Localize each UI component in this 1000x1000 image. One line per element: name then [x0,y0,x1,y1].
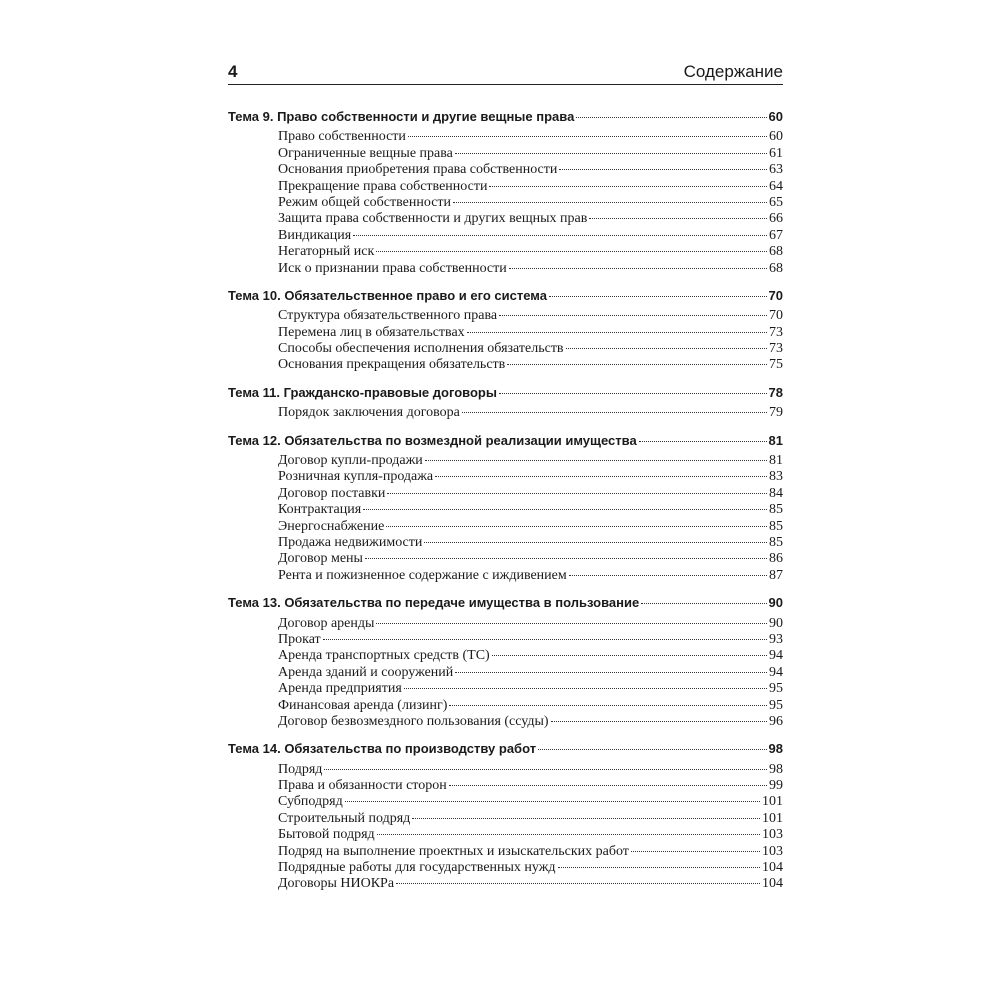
toc-entry [228,244,783,260]
toc-heading-label: Тема 13. Обязательства по передаче имущества в пользование [228,595,640,611]
toc-entry-page: 99 [769,778,783,794]
toc-entry [228,632,783,648]
toc-entry [228,876,783,892]
dot-leader [551,721,767,722]
toc-entry-label: Ограниченные вещные права [278,145,453,161]
toc-entry-page: 98 [769,761,783,777]
toc-entry-page: 90 [769,615,783,631]
toc-entry [228,162,783,178]
toc-entry-label: Договоры НИОКРа [278,876,395,892]
toc-entry-page: 73 [769,341,783,357]
toc-entry-label: Финансовая аренда (лизинг) [278,697,448,713]
toc-entry-page: 81 [769,453,783,469]
toc-entry [228,405,783,421]
toc-entry [228,179,783,195]
dot-leader [576,117,766,118]
toc-entry-page: 83 [769,469,783,485]
dot-leader [455,153,767,154]
toc-entry-label: Право собственности [278,129,406,145]
dot-leader [639,441,767,442]
toc-entry-label: Права и обязанности сторон [278,778,447,794]
toc-heading-page: 60 [768,109,783,124]
toc-entry [228,860,783,876]
dot-leader [353,235,767,236]
toc-entry-label: Защита права собственности и других вещных прав [278,211,588,227]
toc-entry-label: Договор безвозмездного пользования (ссуды) [278,713,549,729]
dot-leader [549,296,767,297]
toc-entry [228,698,783,714]
toc-entry [228,146,783,162]
toc-entry-page: 86 [769,551,783,567]
dot-leader [499,315,767,316]
toc-heading [228,385,783,401]
toc-entry [228,827,783,843]
dot-leader [467,332,767,333]
toc-heading-label: Тема 14. Обязательства по производству работ [228,741,537,757]
toc-entry [228,325,783,341]
dot-leader [569,575,767,576]
toc-entry [228,551,783,567]
toc-entry-page: 85 [769,518,783,534]
toc-entry-page: 95 [769,697,783,713]
toc-entry-label: Прекращение права собственности [278,178,488,194]
toc-entry-page: 63 [769,162,783,178]
toc-entry [228,486,783,502]
table-of-contents [228,109,783,904]
toc-entry [228,844,783,860]
dot-leader [376,623,767,624]
toc-entry [228,129,783,145]
toc-entry [228,616,783,632]
dot-leader [449,785,767,786]
dot-leader [424,542,767,543]
toc-entry-page: 79 [769,405,783,421]
toc-entry-label: Аренда транспортных средств (ТС) [278,648,490,664]
toc-heading-label: Тема 12. Обязательства по возмездной реализации имущества [228,432,637,448]
toc-entry-label: Договор купли-продажи [278,453,423,469]
toc-entry-page: 103 [762,843,783,859]
toc-entry-label: Перемена лиц в обязательствах [278,324,465,340]
toc-heading-page: 81 [768,432,783,448]
toc-entry [228,535,783,551]
toc-entry [228,357,783,373]
toc-entry-label: Подрядные работы для государственных нужд [278,860,556,876]
toc-entry-page: 94 [769,664,783,680]
dot-leader [558,867,760,868]
toc-entry-page: 61 [769,145,783,161]
toc-entry [228,469,783,485]
toc-entry-label: Способы обеспечения исполнения обязательств [278,341,564,357]
toc-entry-label: Договор поставки [278,485,386,501]
toc-heading [228,741,783,757]
toc-entry [228,211,783,227]
dot-leader [492,655,767,656]
toc-section [228,385,783,422]
toc-entry-page: 103 [762,827,783,843]
header-rule [228,84,783,85]
toc-heading [228,595,783,611]
toc-entry-label: Режим общей собственности [278,194,452,210]
dot-leader [376,251,767,252]
toc-section [228,109,783,277]
toc-entry-page: 84 [769,485,783,501]
toc-section [228,288,783,374]
toc-entry-page: 101 [762,810,783,826]
dot-leader [449,705,767,706]
toc-entry-label: Субподряд [278,794,343,810]
toc-entry-page: 67 [769,227,783,243]
toc-entry-page: 85 [769,534,783,550]
dot-leader [345,801,760,802]
toc-entry-page: 68 [769,244,783,260]
toc-entry [228,665,783,681]
toc-entry-label: Структура обязательственного права [278,308,498,324]
toc-entry-label: Прокат [278,631,321,647]
toc-heading-page: 70 [768,287,783,303]
dot-leader [462,412,767,413]
toc-entry-page: 68 [769,260,783,276]
toc-entry [228,811,783,827]
toc-entry-page: 70 [769,308,783,324]
toc-entry [228,778,783,794]
toc-entry [228,519,783,535]
dot-leader [499,393,767,394]
dot-leader [631,851,760,852]
dot-leader [507,364,767,365]
dot-leader [489,186,767,187]
toc-heading-label: Тема 10. Обязательственное право и его система [228,287,547,303]
toc-entry-label: Иск о признании права собственности [278,260,507,276]
toc-entry [228,681,783,697]
page-number: 4 [228,62,238,81]
toc-heading [228,433,783,449]
toc-entry-page: 104 [762,876,783,892]
dot-leader [453,202,767,203]
toc-section [228,741,783,893]
toc-entry [228,261,783,277]
toc-heading [228,288,783,304]
toc-heading-page: 98 [768,741,783,757]
toc-entry [228,502,783,518]
dot-leader [455,672,767,673]
dot-leader [412,818,760,819]
toc-entry [228,794,783,810]
dot-leader [387,493,767,494]
toc-entry-page: 65 [769,194,783,210]
toc-entry-page: 93 [769,631,783,647]
toc-entry-label: Аренда предприятия [278,681,402,697]
toc-entry-page: 87 [769,567,783,583]
dot-leader [365,558,767,559]
toc-heading-page: 78 [768,384,783,400]
toc-entry-label: Аренда зданий и сооружений [278,664,454,680]
running-title: Содержание [683,62,783,81]
toc-entry-label: Порядок заключения договора [278,405,460,421]
toc-entry-label: Продажа недвижимости [278,534,423,550]
toc-entry-label: Договор аренды [278,615,375,631]
toc-entry-label: Основания прекращения обязательств [278,357,506,373]
dot-leader [323,639,767,640]
toc-entry-label: Рента и пожизненное содержание с иждивением [278,567,567,583]
dot-leader [408,136,767,137]
toc-entry-label: Негаторный иск [278,244,375,260]
toc-entry-label: Договор мены [278,551,363,567]
toc-heading [228,109,783,125]
toc-entry-page: 94 [769,648,783,664]
toc-entry-page: 60 [769,129,783,145]
running-header [228,62,783,82]
toc-entry [228,195,783,211]
toc-heading-label: Тема 11. Гражданско-правовые договоры [228,384,497,400]
dot-leader [641,603,766,604]
toc-entry [228,762,783,778]
toc-entry [228,568,783,584]
toc-entry-page: 104 [762,860,783,876]
toc-entry-page: 73 [769,324,783,340]
toc-entry-page: 85 [769,502,783,518]
toc-entry-label: Подряд на выполнение проектных и изыскательских работ [278,843,629,859]
toc-heading-page: 90 [768,595,783,611]
toc-entry-page: 95 [769,681,783,697]
dot-leader [377,834,760,835]
toc-entry [228,648,783,664]
toc-entry [228,453,783,469]
toc-entry [228,714,783,730]
toc-heading-label: Тема 9. Право собственности и другие вещные права [228,109,575,124]
toc-entry [228,228,783,244]
toc-entry-label: Виндикация [278,227,352,243]
toc-entry-label: Подряд [278,761,323,777]
dot-leader [425,460,767,461]
toc-entry-label: Основания приобретения права собственности [278,162,558,178]
toc-entry-label: Контрактация [278,502,362,518]
dot-leader [404,688,767,689]
toc-section [228,433,783,585]
dot-leader [538,749,766,750]
dot-leader [386,526,767,527]
dot-leader [589,218,767,219]
toc-entry [228,341,783,357]
toc-entry-page: 75 [769,357,783,373]
toc-entry-page: 96 [769,713,783,729]
toc-section [228,595,783,730]
toc-entry-page: 64 [769,178,783,194]
toc-entry-label: Розничная купля-продажа [278,469,434,485]
toc-entry-label: Строительный подряд [278,810,411,826]
dot-leader [509,268,767,269]
dot-leader [324,769,767,770]
toc-entry-label: Бытовой подряд [278,827,375,843]
toc-entry-label: Энергоснабжение [278,518,385,534]
dot-leader [559,169,767,170]
dot-leader [566,348,767,349]
toc-entry-page: 101 [762,794,783,810]
dot-leader [363,509,767,510]
dot-leader [435,476,767,477]
toc-entry-page: 66 [769,211,783,227]
dot-leader [396,883,760,884]
toc-entry [228,308,783,324]
